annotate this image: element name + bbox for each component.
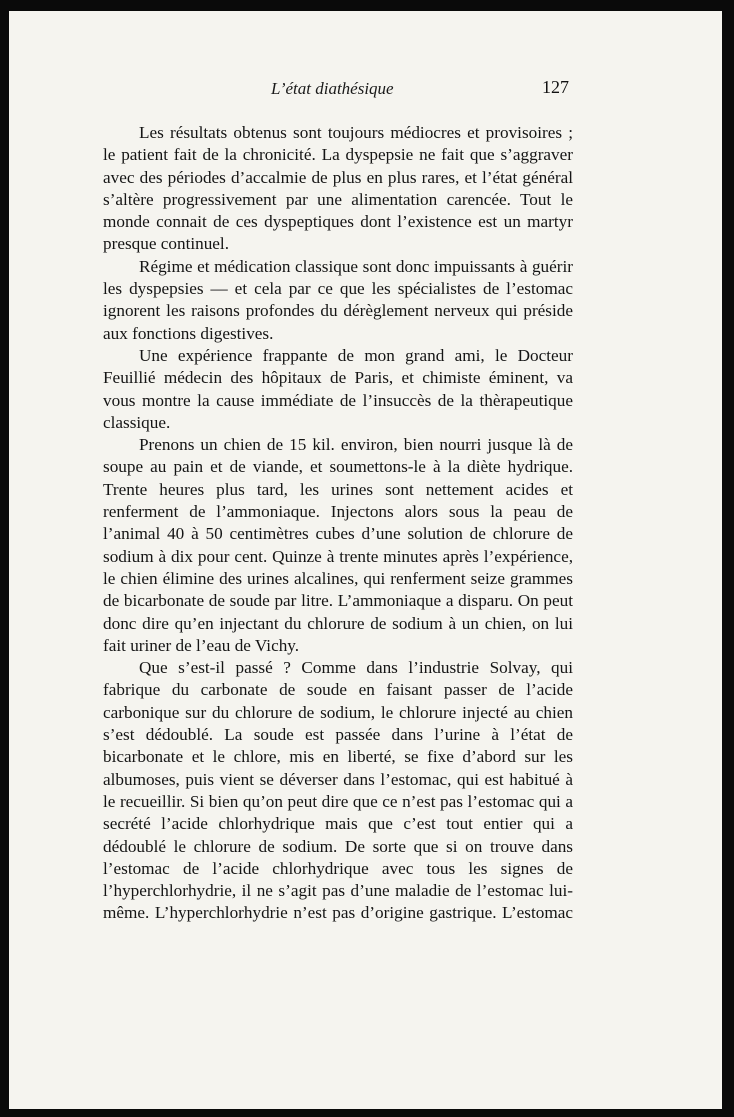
- paragraph: Prenons un chien de 15 kil. environ, bien nourri jusque là de soupe au pain et de viande, et soumettons-le à la diète hydrique. Trente heures plus tard, les urines sont nettement acides et renferment de l’ammoniaque. Injectons alors sous la peau de l’animal 40 à 50 centimètres cubes d’une solution de chlorure de sodium à dix pour cent. Quinze à trente minutes après l’expérience, le chien élimine des urines alcalines, qui renferment seize grammes de bicarbonate de soude par litre. L’ammoniaque a disparu. On peut donc dire qu’en injectant du chlorure de sodium à un chien, on lui fait uriner de l’eau de Vichy.: [103, 435, 573, 655]
- page-header: [9, 77, 722, 103]
- paragraph: Que s’est-il passé ? Comme dans l’industrie Solvay, qui fabrique du carbonate de soude en faisant passer de l’acide carbonique sur du chlorure de sodium, le chlorure injecté au chien s’est dédoublé. La soude est passée dans l’urine à l’état de bicarbonate et le chlore, mis en liberté, se fixe d’abord sur les albumoses, puis vient se déverser dans l’estomac, qui est habitué à le recueillir. Si bien qu’on peut dire que ce n’est pas l’estomac qui a secrété l’acide chlorhydrique mais que c’est tout entier qui a dédoublé le chlorure de sodium. De sorte que si on trouve dans l’estomac de l’acide chlorhydrique avec tous les signes de l’hyperchlorhydrie, il ne s’agit pas d’une maladie de l’estomac lui-même. L’hyperchlorhydrie n’est pas d’origine gastrique. L’estomac: [103, 658, 573, 923]
- paragraph: Une expérience frappante de mon grand ami, le Docteur Feuillié médecin des hôpitaux de Paris, et chimiste éminent, va vous montre la cause immédiate de l’insuccès de la thèrapeutique classique.: [103, 345, 573, 432]
- book-page: [9, 11, 722, 1109]
- paragraph: Régime et médication classique sont donc impuissants à guérir les dyspepsies — et cela par ce que les spécialistes de l’estomac ignorent les raisons profondes du dérèglement nerveux qui préside aux fonctions digestives.: [103, 256, 573, 343]
- body-text: [103, 122, 573, 925]
- running-title: L’état diathésique: [271, 79, 394, 98]
- page-number: 127: [542, 77, 569, 97]
- paragraph: Les résultats obtenus sont toujours médiocres et provisoires ; le patient fait de la chronicité. La dyspepsie ne fait que s’aggraver avec des périodes d’accalmie de plus en plus rares, et l’état général s’altère progressivement par une alimentation carencée. Tout le monde connait de ces dyspeptiques dont l’existence est un martyr presque continuel.: [103, 123, 573, 254]
